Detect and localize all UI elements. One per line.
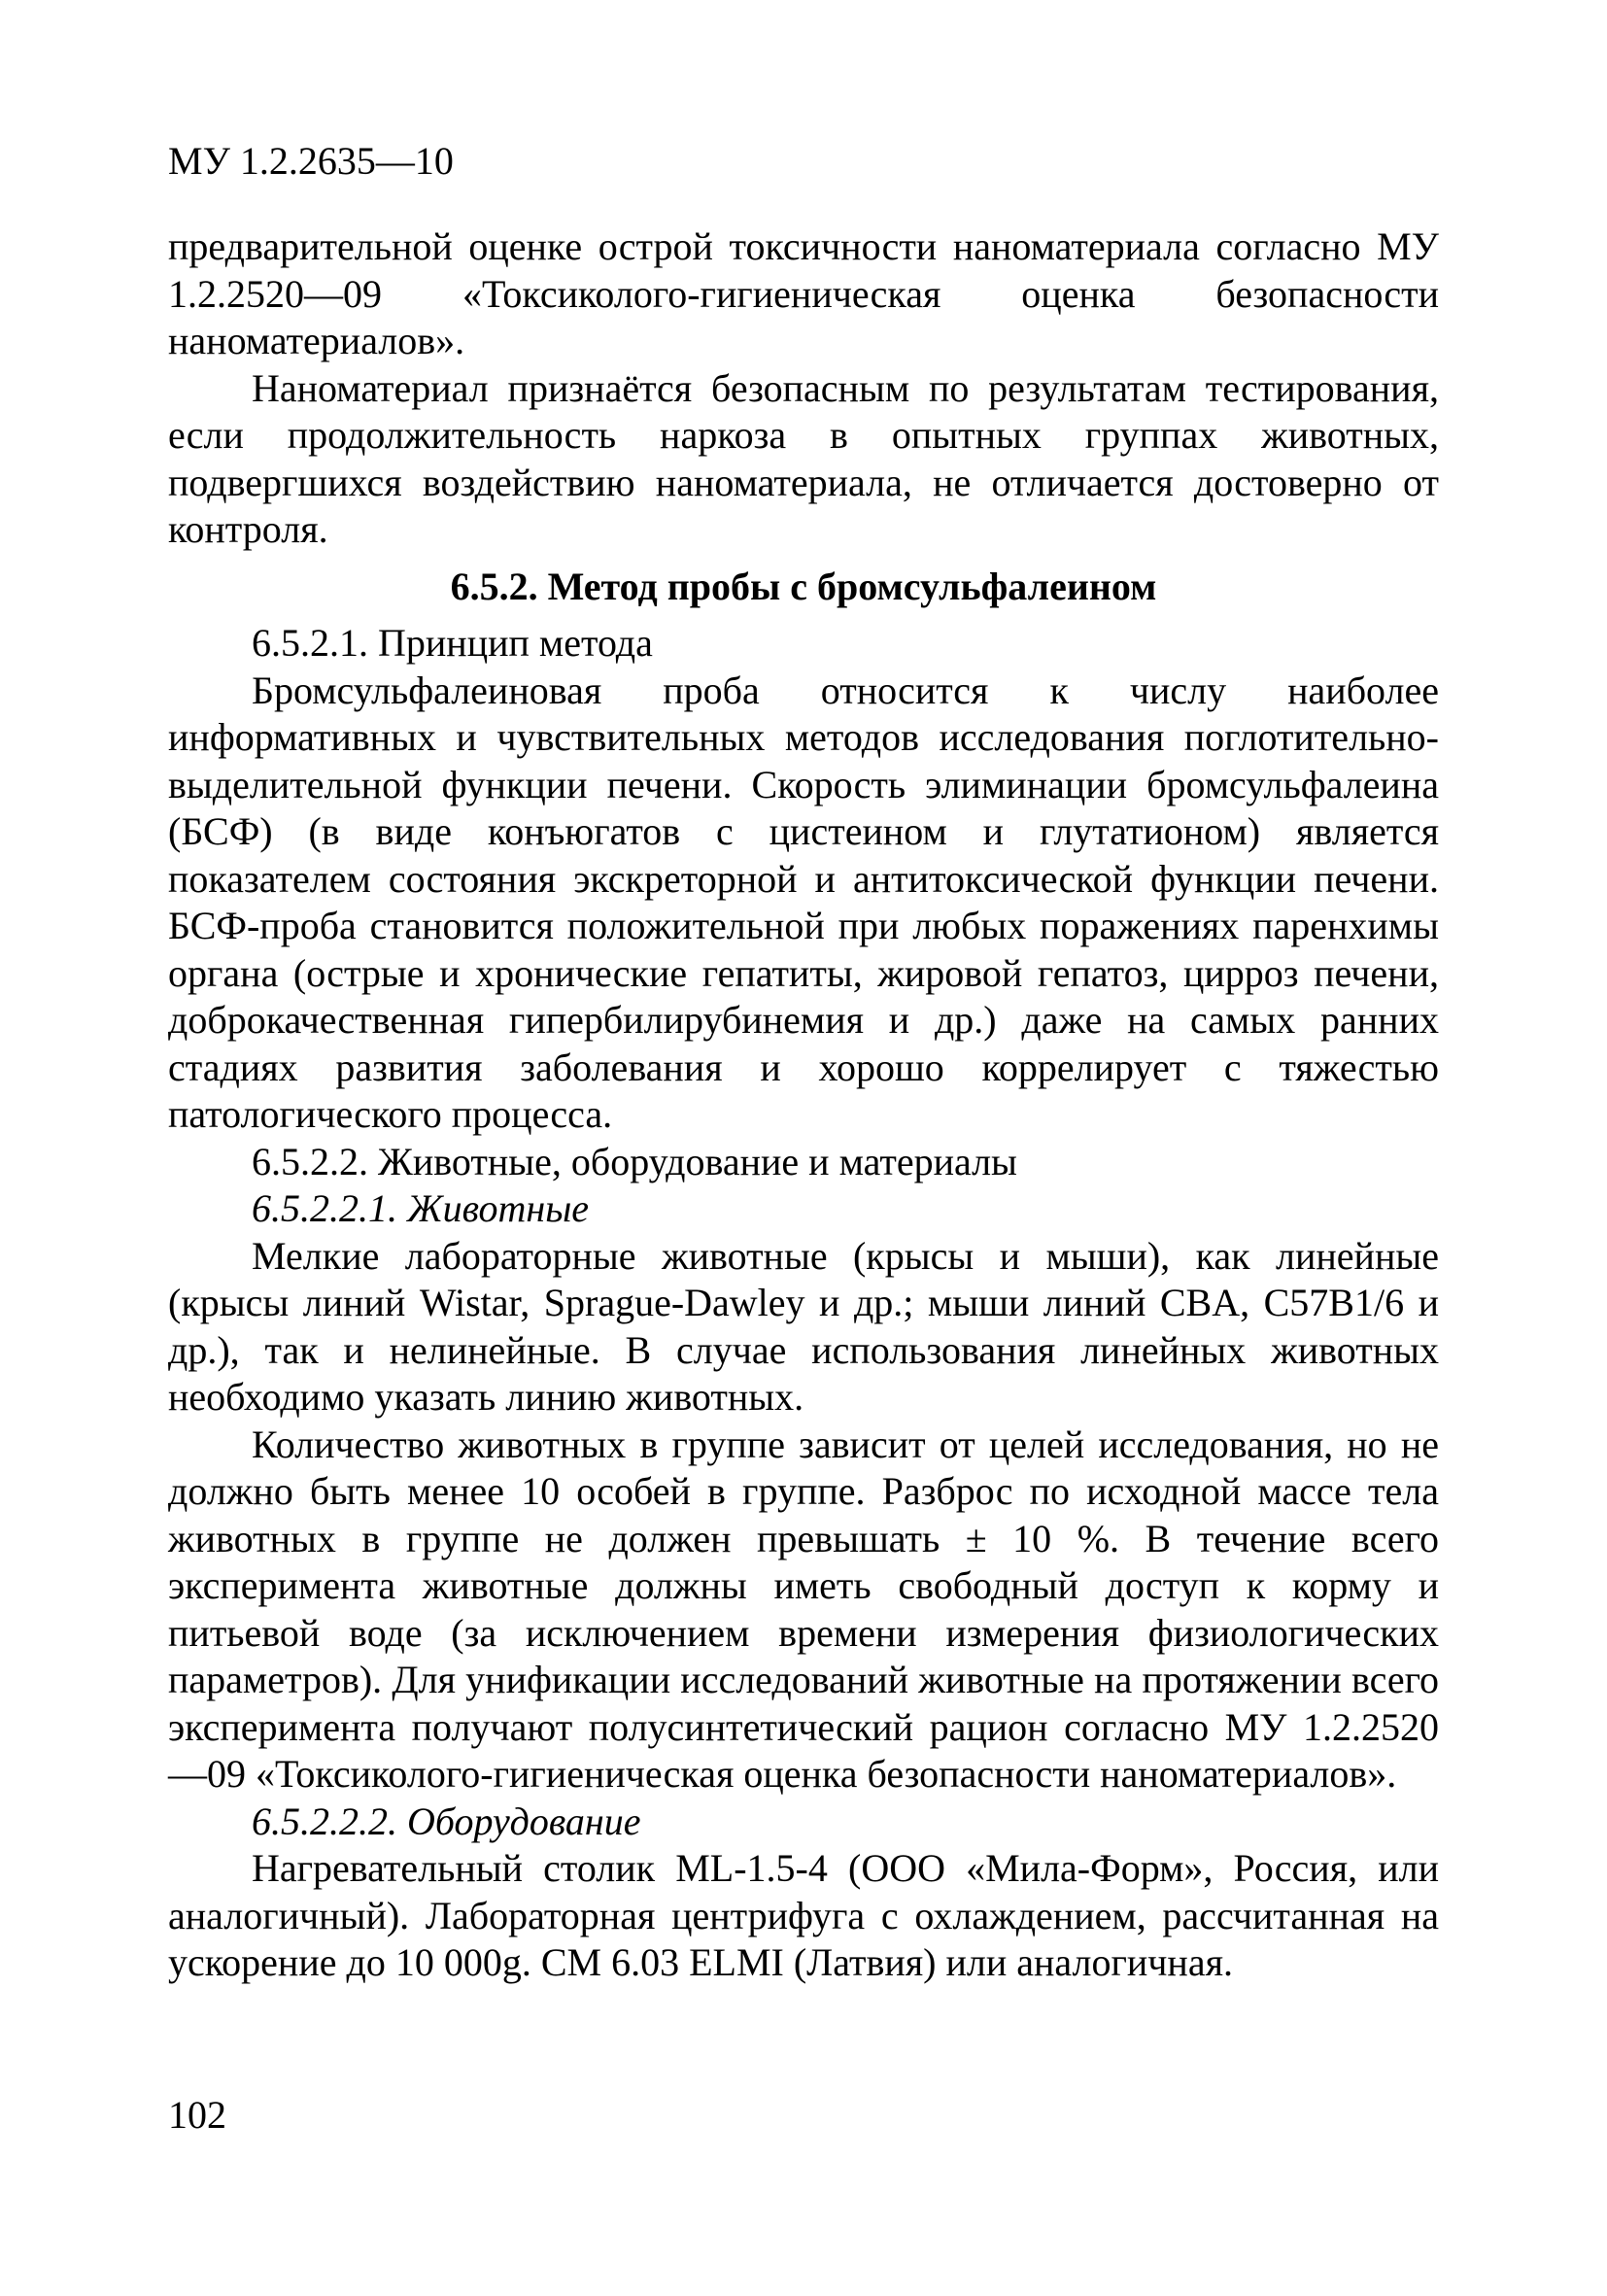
paragraph-principle-text: Бромсульфалеиновая проба относится к числу наиболее информативных и чувствительных методов исследования поглотительно-выделительной функции печени. Скорость элиминации бромсульфалеина (БСФ) (в виде конъюгатов с цистеином и глутатионом) является показателем состояния экскреторной и антитоксической функции печени. БСФ-проба становится положительной при любых поражениях паренхимы органа (острые и хронические гепатиты, жировой гепатоз, цирроз печени, доброкачественная гипербилирубинемия и др.) даже на самых ранних стадиях развития заболевания и хорошо коррелирует с тяжестью патологического процесса.	[168, 668, 1439, 1136]
section-heading: 6.5.2. Метод пробы с бромсульфалеином	[450, 564, 1157, 608]
paragraph-animals-count: Количество животных в группе зависит от целей исследования, но не должно быть менее 10 особей в группе. Разброс по исходной массе тела животных в группе не должен превышать ± 10 %. В течение всего эксперимента животные должны иметь свободный доступ к корму и питьевой воде (за исключением времени измерения физиологических параметров). Для унификации исследований животные на протяжении всего эксперимента получают полусинтетический рацион согласно МУ 1.2.2520—09 «Токсиколого-гигиеническая оценка безопасности наноматериалов».	[168, 1422, 1439, 1796]
subsection-animals: 6.5.2.2.1. Животные	[252, 1186, 590, 1230]
paragraph-continuation: предварительной оценке острой токсичности наноматериала согласно МУ 1.2.2520—09 «Токсиколого-гигиеническая оценка безопасности наноматериалов».	[168, 224, 1439, 362]
paragraph-equipment-text: Нагревательный столик ML-1.5-4 (ООО «Мила-Форм», Россия, или аналогичный). Лабораторная центрифуга с охлаждением, рассчитанная на ускорение до 10 000g. СМ 6.03 ELMI (Латвия) или аналогичная.	[168, 1846, 1439, 1984]
subsection-principle: 6.5.2.1. Принцип метода	[252, 621, 653, 665]
page-number: 102	[168, 2093, 226, 2137]
subsection-animals-equipment: 6.5.2.2. Животные, оборудование и материалы	[252, 1139, 1017, 1183]
paragraph-safety-criterion: Наноматериал признаётся безопасным по результатам тестирования, если продолжительность наркоза в опытных группах животных, подвергшихся воздействию наноматериала, не отличается достоверно от контроля.	[168, 365, 1439, 551]
running-header-doc-code: МУ 1.2.2635—10	[168, 139, 454, 183]
paragraph-animals-text: Мелкие лабораторные животные (крысы и мыши), как линейные (крысы линий Wistar, Sprague-Dawley и др.; мыши линий CBA, C57B1/6 и др.), так и нелинейные. В случае использования линейных животных необходимо указать линию животных.	[168, 1233, 1439, 1419]
subsection-equipment: 6.5.2.2.2. Оборудование	[252, 1799, 641, 1843]
body-text	[168, 223, 1439, 1987]
